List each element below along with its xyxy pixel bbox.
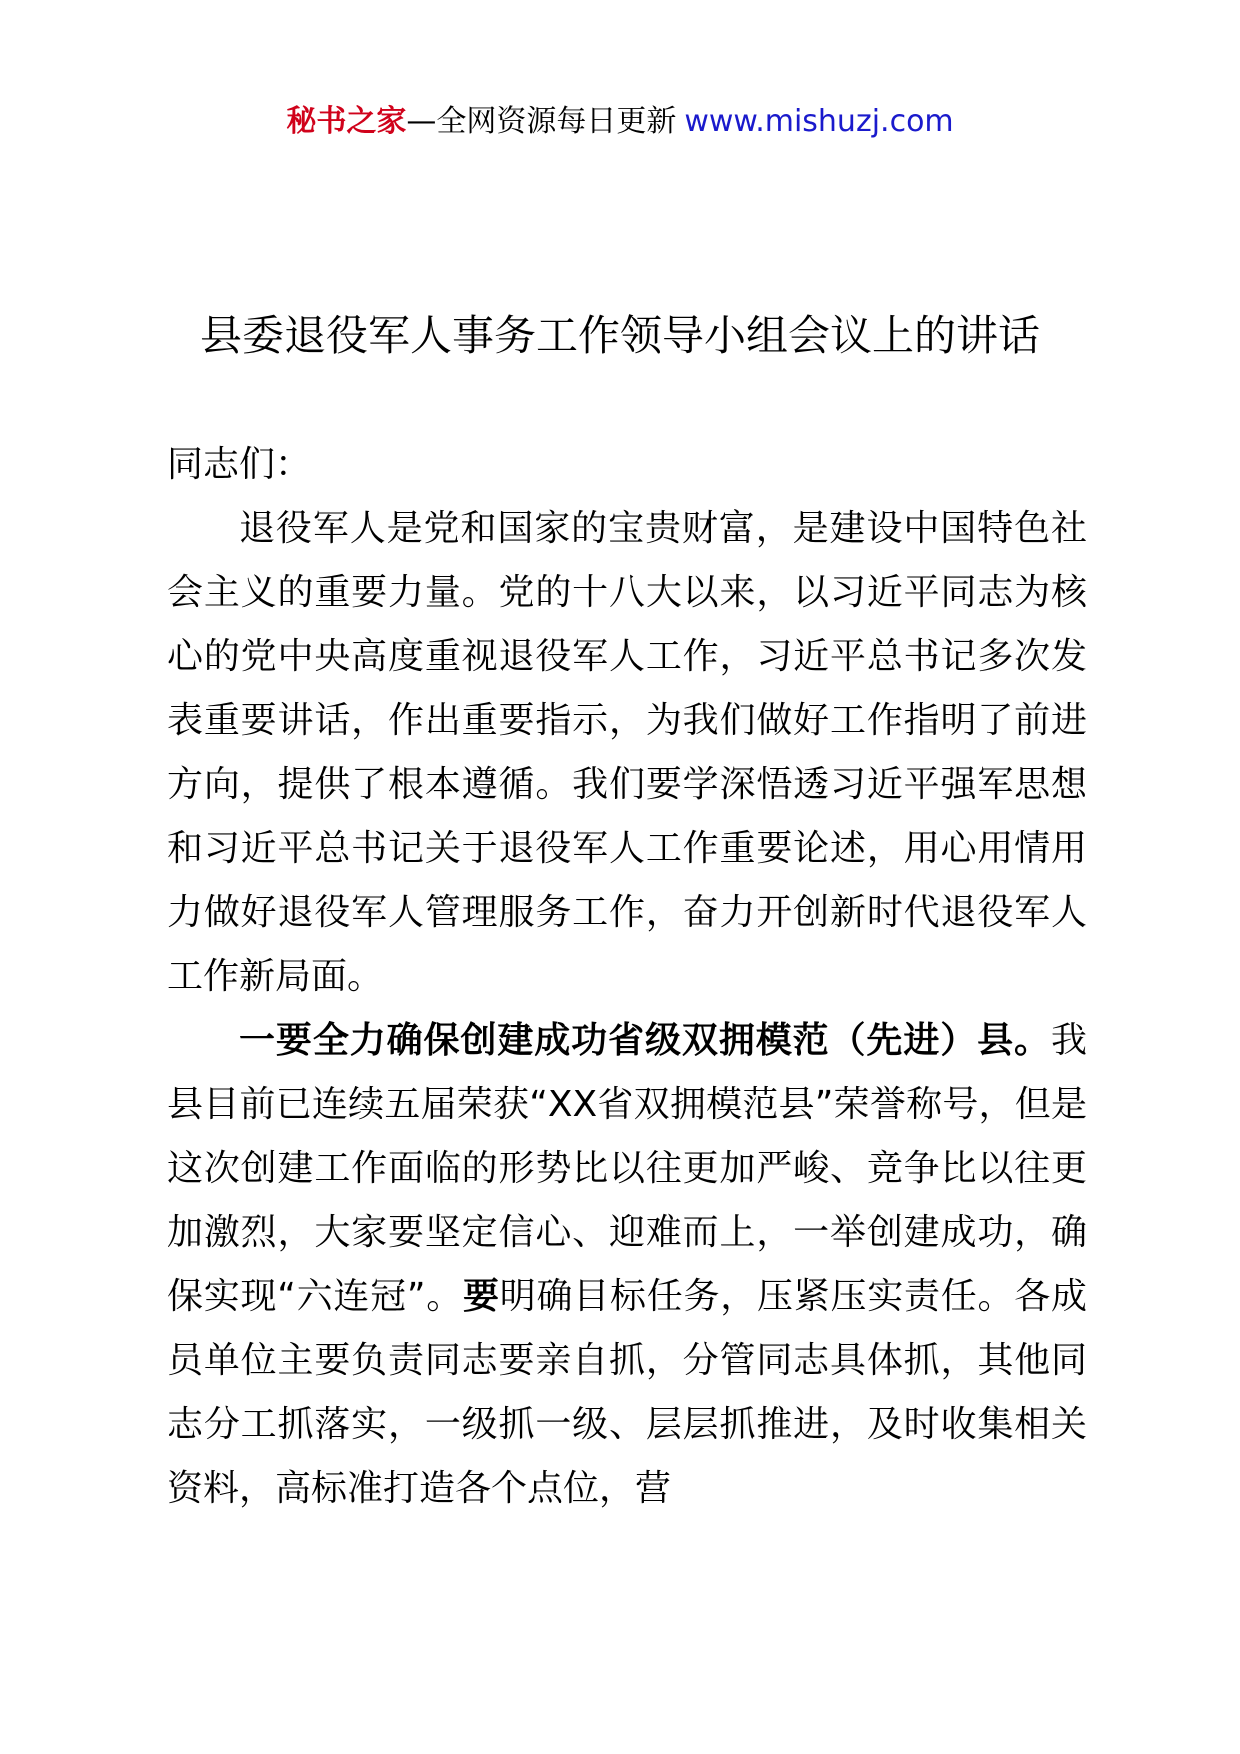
- site-brand: 秘书之家: [286, 104, 407, 139]
- section-1-text-a: 我县目前已连续五届荣获“XX省双拥模范县”荣誉称号，但是这次创建工作面临的形势比以往更加严峻、竞争比以往更加激烈，大家要坚定信心、迎难而上，一举创建成功，确保实现“六连冠”。: [167, 1020, 1087, 1317]
- section-1-heading: 一要全力确保创建成功省级双拥模范（先进）县。: [239, 1020, 1051, 1061]
- salutation: 同志们：: [167, 444, 312, 485]
- site-header: [0, 100, 1240, 144]
- section-1-bold-word: 要: [463, 1276, 500, 1317]
- section-1-text-b: 明确目标任务，压紧压实责任。各成员单位主要负责同志要亲自抓，分管同志具体抓，其他同志分工抓落实，一级抓一级、层层抓推进，及时收集相关资料，高标准打造各个点位，营: [167, 1276, 1087, 1509]
- document-body: [167, 433, 1087, 1521]
- site-tagline: —全网资源每日更新: [406, 104, 677, 139]
- document-title: 县委退役军人事务工作领导小组会议上的讲话: [199, 311, 1040, 360]
- paragraph-intro: 退役军人是党和国家的宝贵财富，是建设中国特色社会主义的重要力量。党的十八大以来，以习近平同志为核心的党中央高度重视退役军人工作，习近平总书记多次发表重要讲话，作出重要指示，为我们做好工作指明了前进方向，提供了根本遵循。我们要学深悟透习近平强军思想和习近平总书记关于退役军人工作重要论述，用心用情用力做好退役军人管理服务工作，奋力开创新时代退役军人工作新局面。: [167, 508, 1087, 997]
- site-url-link[interactable]: www.mishuzj.com: [684, 104, 954, 139]
- paragraph-section-1: [167, 1009, 1087, 1521]
